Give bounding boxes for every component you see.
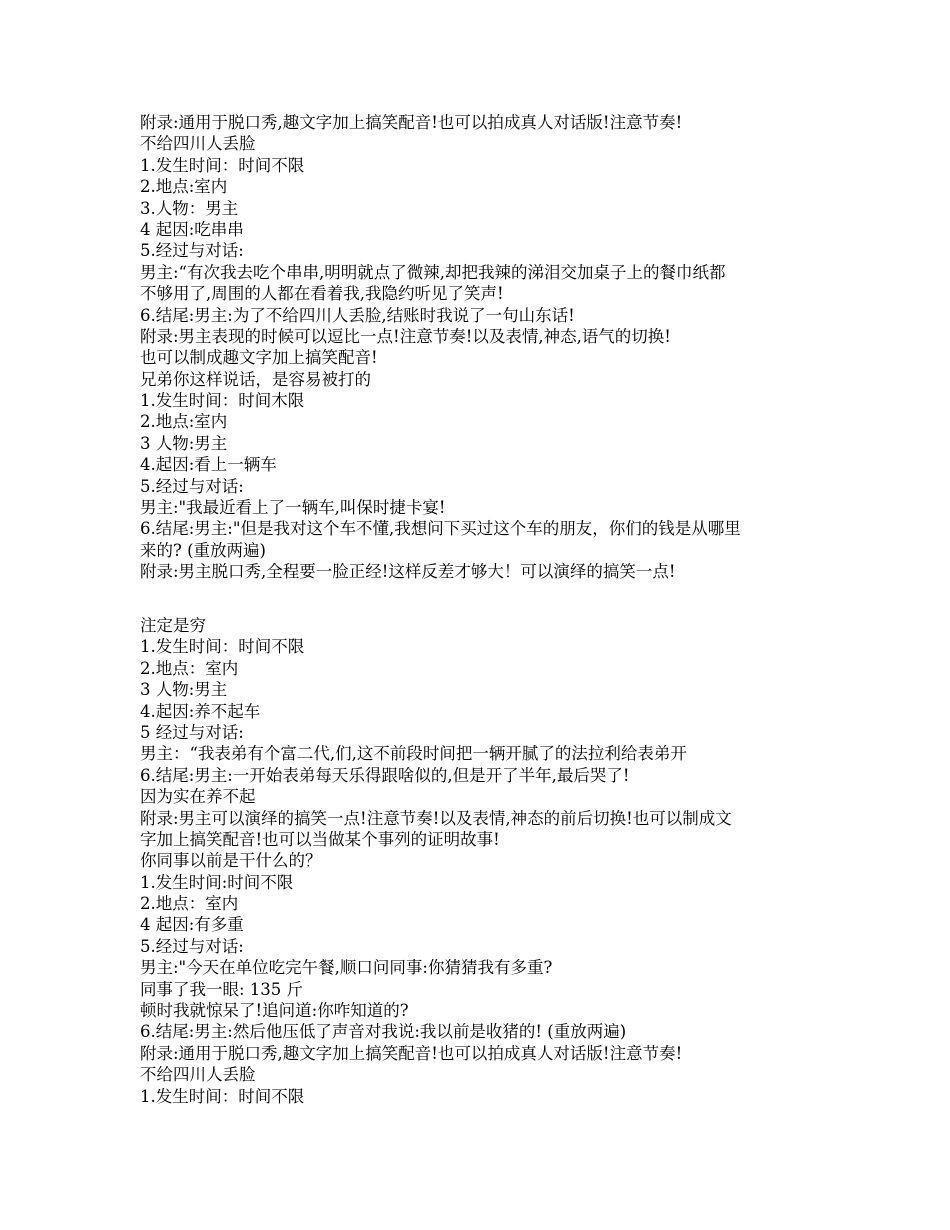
document-body — [140, 112, 820, 1107]
text-line: 因为实在养不起 — [140, 787, 256, 807]
section-heading: 你同事以前是干什么的？ — [140, 851, 322, 871]
text-line: 来的? (重放两遍) — [140, 540, 266, 560]
paragraph-gap — [140, 583, 820, 615]
text-line: 附录:男主表现的时候可以逗比一点!注意节奏!以及表情,神态,语气的切换! — [140, 326, 671, 346]
text-line: 4 起因:吃串串 — [140, 219, 244, 239]
text-line: 附录:男主脱口秀,全程要一脸正经!这样反差才够大！可以演绎的搞笑一点! — [140, 562, 676, 582]
text-line: 1.发生时间：时间不限 — [140, 155, 305, 175]
text-line: 字加上搞笑配音!也可以当做某个事列的证明故事! — [140, 829, 500, 849]
text-line: 5 经过与对话: — [140, 722, 244, 742]
text-line: 附录:通用于脱口秀,趣文字加上搞笑配音!也可以拍成真人对话版!注意节奏! — [140, 1043, 683, 1063]
text-line: 同事了我一眼: 135 斤 — [140, 979, 304, 999]
text-line: 3.人物：男主 — [140, 198, 239, 218]
text-line: 3 人物:男主 — [140, 433, 228, 453]
text-line: 男主:“有次我去吃个串串,明明就点了微辣,却把我辣的涕泪交加桌子上的餐巾纸都 — [140, 262, 726, 282]
text-line: 2.地点:室内 — [140, 412, 228, 432]
text-line: 顿时我就惊呆了!追问道:你咋知道的? — [140, 1001, 409, 1021]
text-line: 男主：“我表弟有个富二代,们,这不前段时间把一辆开腻了的法拉利给表弟开 — [140, 744, 687, 764]
section-heading: 不给四川人丢脸 — [140, 1065, 256, 1085]
text-line: 附录:通用于脱口秀,趣文字加上搞笑配音!也可以拍成真人对话版!注意节奏! — [140, 113, 683, 132]
section-1 — [140, 112, 820, 583]
text-line: 附录:男主可以演绎的搞笑一点!注意节奏!以及表情,神态的前后切换!也可以制成文 — [140, 808, 732, 828]
text-line: 2.地点：室内 — [140, 658, 239, 678]
text-line: 1.发生时间:时间不限 — [140, 872, 294, 892]
text-line: 5.经过与对话: — [140, 241, 244, 261]
section-heading: 注定是穷 — [140, 615, 206, 635]
text-line: 4.起因:养不起车 — [140, 701, 261, 721]
text-line: 1.发生时间：时间木限 — [140, 391, 305, 411]
text-line: 不够用了,周围的人都在看着我,我隐约听见了笑声! — [140, 284, 504, 304]
text-line: 6.结尾:男主:一开始表弟每天乐得跟啥似的,但是开了半年,最后哭了! — [140, 765, 630, 785]
text-line: 4.起因:看上一辆车 — [140, 455, 277, 475]
text-line: 6.结尾:男主:然后他压低了声音对我说:我以前是收猪的! (重放两遍) — [140, 1022, 627, 1042]
text-line: 3 人物:男主 — [140, 680, 228, 700]
section-heading: 兄弟你这样说话，是容易被打的 — [140, 369, 371, 389]
text-line: 6.结尾:男主:为了不给四川人丢脸,结账时我说了一句山东话! — [140, 305, 575, 325]
text-line: 2.地点：室内 — [140, 894, 239, 914]
section-2 — [140, 615, 820, 1107]
text-line: 男主:"我最近看上了一辆车,叫保时捷卡宴! — [140, 498, 446, 518]
text-line: 1.发生时间：时间不限 — [140, 1086, 305, 1106]
section-heading: 不给四川人丢脸 — [140, 134, 256, 154]
text-line: 5.经过与对话: — [140, 936, 244, 956]
text-line: 2.地点:室内 — [140, 177, 228, 197]
text-line: 5.经过与对话: — [140, 476, 244, 496]
text-line: 1.发生时间：时间不限 — [140, 637, 305, 657]
text-line: 也可以制成趣文字加上搞笑配音! — [140, 348, 378, 368]
text-line: 男主:"今天在单位吃完午餐,顺口问同事:你猜猜我有多重? — [140, 958, 553, 978]
text-line: 4 起因:有多重 — [140, 915, 244, 935]
text-line: 6.结尾:男主:"但是我对这个车不懂,我想问下买过这个车的朋友，你们的钱是从哪里 — [140, 519, 741, 539]
